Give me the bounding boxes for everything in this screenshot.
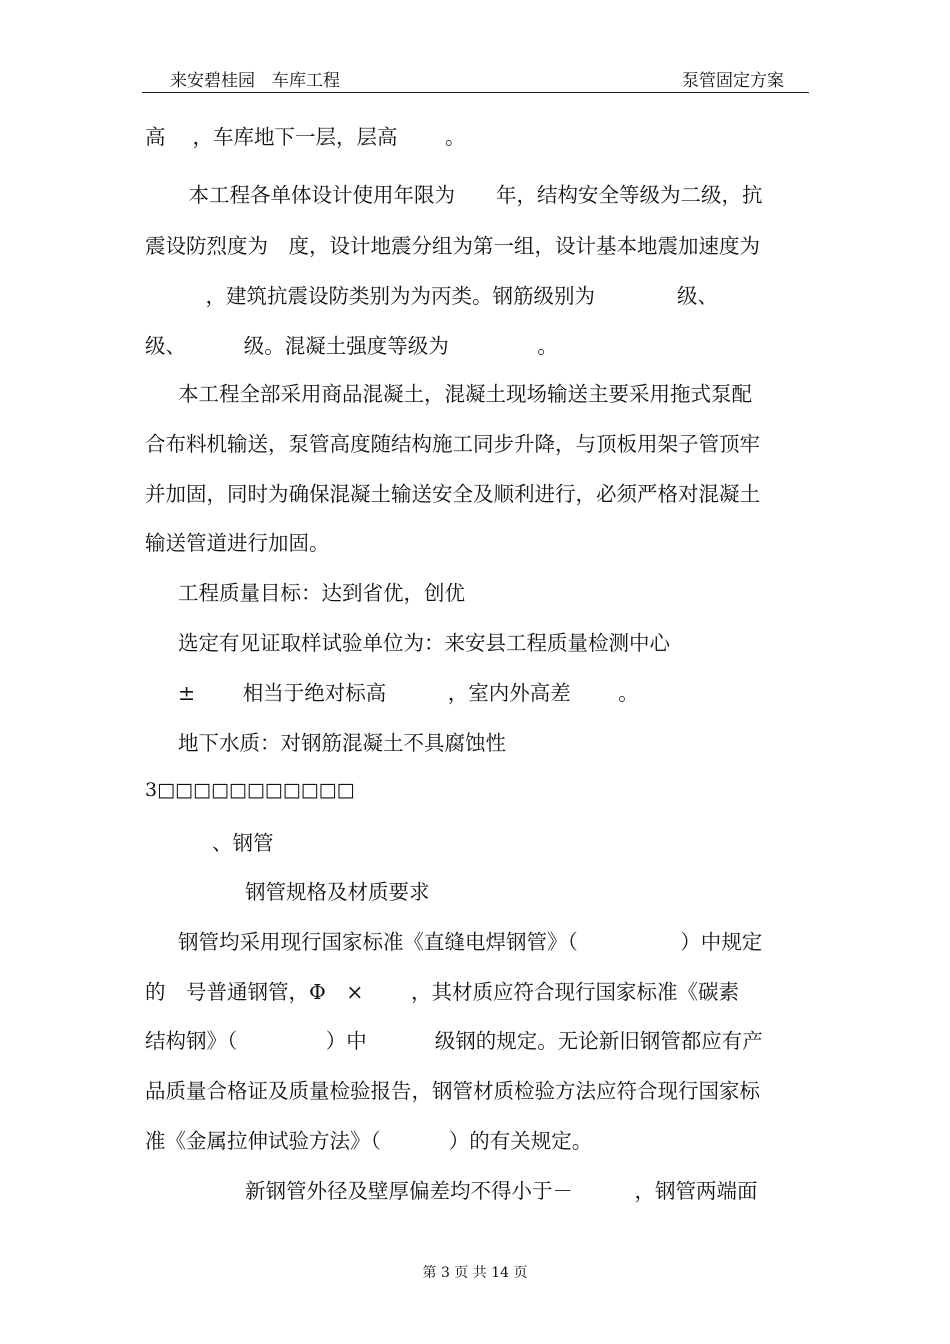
body-line-6: 本工程全部采用商品混凝土，混凝土现场输送主要采用拖式泵配 (178, 382, 752, 406)
body-line-19: 结构钢》（ ）中 级钢的规定。无论新旧钢管都应有产 (145, 1029, 763, 1053)
body-line-2: 本工程各单体设计使用年限为 年，结构安全等级为二级，抗 (168, 183, 763, 207)
header-project-name: 来安碧桂园 车库工程 (170, 71, 340, 91)
body-line-4: ，建筑抗震设防类别为为丙类。钢筋级别为 级、 (158, 284, 719, 308)
subsubsection-heading: 钢管规格及材质要求 (245, 880, 430, 904)
body-line-17: 钢管均采用现行国家标准《直缝电焊钢管》（ ）中规定 (178, 930, 763, 954)
subsection-heading: 、钢管 (212, 831, 274, 855)
page-number: 第 3 页 共 14 页 (422, 1265, 528, 1281)
body-line-10: 工程质量目标：达到省优，创优 (178, 581, 465, 605)
body-line-9: 输送管道进行加固。 (145, 531, 330, 555)
header-doc-title: 泵管固定方案 (682, 71, 784, 91)
body-line-13: 地下水质：对钢筋混凝土不具腐蚀性 (178, 731, 506, 755)
body-line-12: ± 相当于绝对标高 ，室内外高差 。 (178, 681, 639, 705)
body-line-21: 准《金属拉伸试验方法》（ ）的有关规定。 (145, 1129, 593, 1153)
body-line-3: 震设防烈度为 度，设计地震分组为第一组，设计基本地震加速度为 (145, 234, 760, 258)
body-line-8: 并加固，同时为确保混凝土输送安全及顺利进行，必须严格对混凝土 (145, 482, 760, 506)
body-line-11: 选定有见证取样试验单位为：来安县工程质量检测中心 (178, 631, 670, 655)
body-line-20: 品质量合格证及质量检验报告，钢管材质检验方法应符合现行国家标 (145, 1079, 760, 1103)
header-rule (142, 92, 809, 93)
body-line-5: 级、 级。混凝土强度等级为 。 (145, 334, 558, 358)
body-line-18: 的 号普通钢管，Φ × ，其材质应符合现行国家标准《碳素 (145, 980, 739, 1004)
body-line-22: 新钢管外径及壁厚偏差均不得小于－ ，钢管两端面 (245, 1179, 758, 1203)
body-line-7: 合布料机输送，泵管高度随结构施工同步升降，与顶板用架子管顶牢 (145, 432, 760, 456)
section-heading: 3□□□□□□□□□□□ (145, 779, 355, 801)
body-line-1: 高 ，车库地下一层，层高 。 (145, 125, 466, 149)
